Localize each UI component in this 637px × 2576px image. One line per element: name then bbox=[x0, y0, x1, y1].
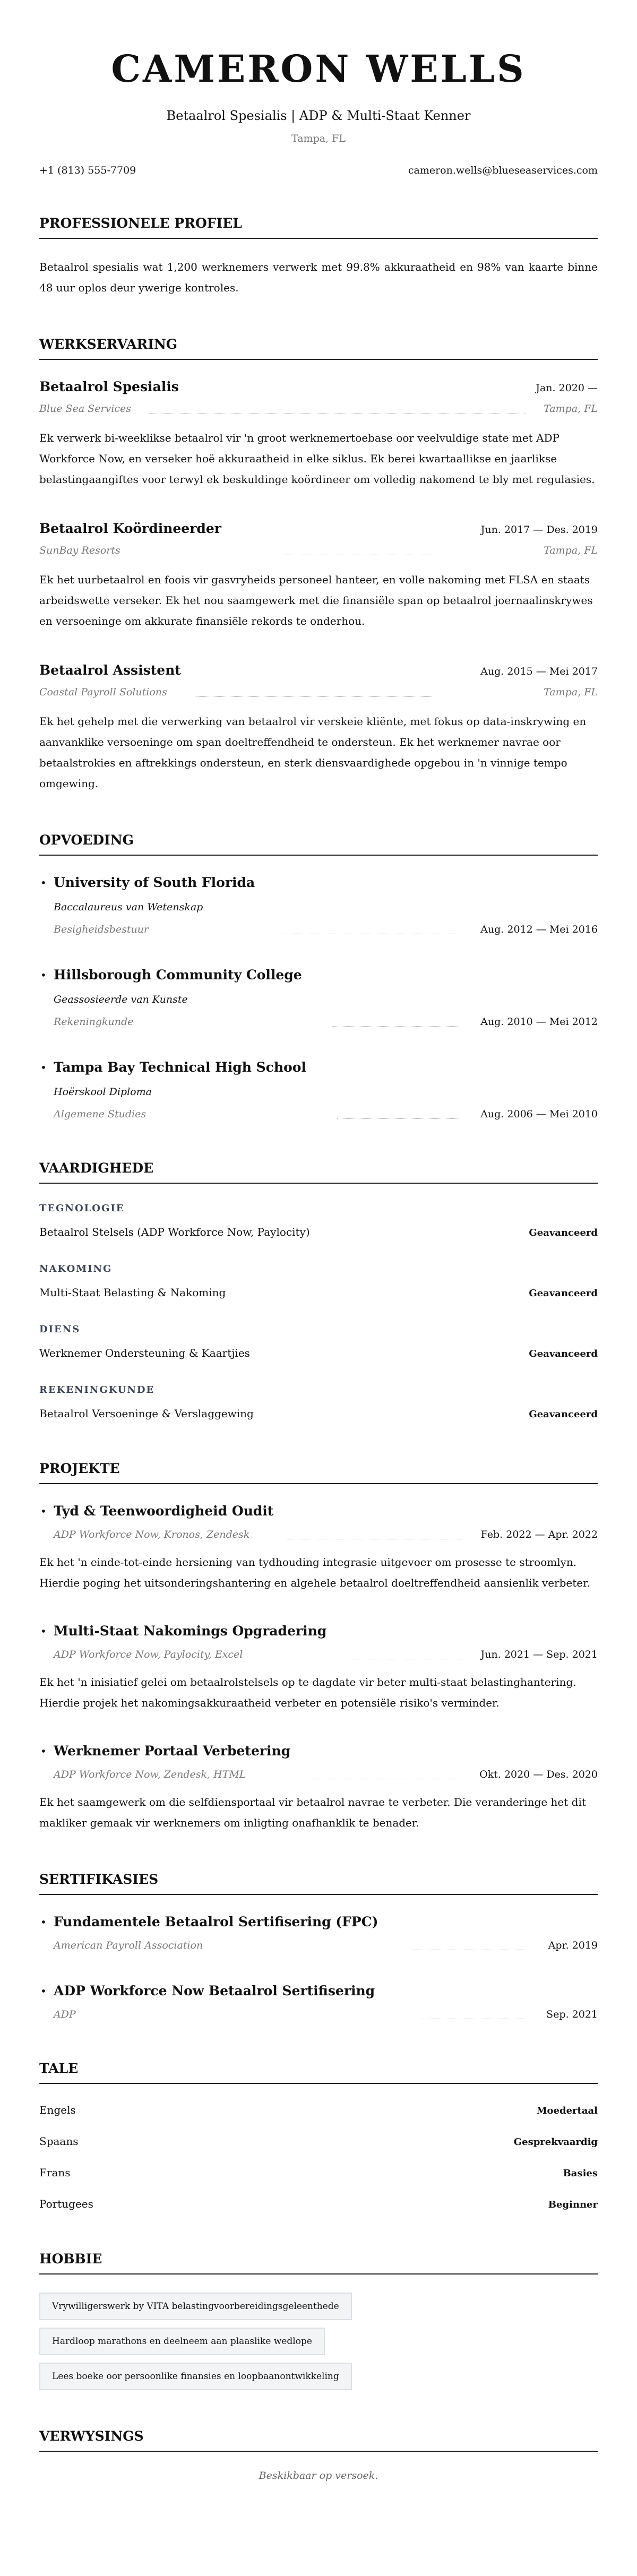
skill-category: REKENINGKUNDE bbox=[39, 1384, 155, 1395]
language-row bbox=[39, 2133, 598, 2150]
hobby-chip: Vrywilligerswerk by VITA belastingvoorbereidingsgeleenthede bbox=[39, 2293, 352, 2320]
job-description: Ek het gehelp met die verwerking van betaalrol vir verskeie kliënte, met fokus op data-inskrywing en aanvanklike versoeninge om span doeltreffendheid te ondersteun. Ek het werknemer navrae oor betaalstrokies en aftrekkings ondersteun, en sterk diensvaardighede opgebou in 'n vinnige tempo omgewing. bbox=[39, 715, 587, 790]
dotted-leader bbox=[196, 696, 432, 697]
hobbies-section bbox=[39, 2250, 598, 2398]
bullet-icon: • bbox=[40, 876, 47, 889]
job-entry bbox=[39, 661, 598, 794]
education-dates: Aug. 2006 — Mei 2010 bbox=[480, 1108, 598, 1120]
job-title: Betaalrol Assistent bbox=[39, 662, 181, 678]
school-name: Tampa Bay Technical High School bbox=[54, 1059, 306, 1075]
skill-group bbox=[39, 1202, 598, 1241]
project-dates: Okt. 2020 — Des. 2020 bbox=[479, 1769, 598, 1780]
project-description: Ek het 'n inisiatief gelei om betaalrolstelsels op te dagdate vir beter multi-staat belastinghantering. Hierdie projek het nakomingsakkuraatheid verbeter en potensiële risiko's verminder. bbox=[39, 1676, 576, 1709]
project-tools: ADP Workforce Now, Zendesk, HTML bbox=[54, 1769, 246, 1780]
skills-section bbox=[39, 1159, 598, 1423]
project-entry bbox=[39, 1742, 598, 1833]
bullet-icon: • bbox=[40, 969, 47, 981]
phone-number[interactable]: +1 (813) 555-7709 bbox=[39, 165, 136, 176]
company-name: Blue Sea Services bbox=[39, 403, 131, 415]
section-heading: SERTIFIKASIES bbox=[39, 1871, 598, 1895]
bullet-icon: • bbox=[40, 1505, 47, 1518]
language-level: Gesprekvaardig bbox=[513, 2136, 598, 2148]
school-name: University of South Florida bbox=[54, 875, 255, 890]
project-tools: ADP Workforce Now, Paylocity, Excel bbox=[54, 1649, 243, 1660]
section-heading: HOBBIE bbox=[39, 2250, 598, 2275]
language-row bbox=[39, 2165, 598, 2182]
candidate-name: CAMERON WELLS bbox=[111, 47, 526, 91]
project-title: Tyd & Teenwoordigheid Oudit bbox=[54, 1503, 274, 1519]
email-address[interactable]: cameron.wells@blueseaservices.com bbox=[408, 165, 598, 176]
skill-name: Betaalrol Versoeninge & Verslaggewing bbox=[39, 1407, 254, 1420]
job-dates: Jan. 2020 — bbox=[536, 382, 598, 394]
skill-category: TEGNOLOGIE bbox=[39, 1203, 125, 1214]
job-location: Tampa, FL bbox=[544, 686, 598, 698]
certification-issuer: ADP bbox=[54, 2009, 76, 2020]
skill-group bbox=[39, 1383, 598, 1423]
skill-category: DIENS bbox=[39, 1324, 81, 1335]
candidate-location: Tampa, FL bbox=[291, 133, 346, 144]
certification-entry bbox=[39, 1982, 598, 2022]
field-of-study: Rekeningkunde bbox=[54, 1016, 134, 1028]
projects-section bbox=[39, 1460, 598, 1833]
skill-group bbox=[39, 1323, 598, 1362]
skill-level: Geavanceerd bbox=[529, 1409, 598, 1420]
skill-level: Geavanceerd bbox=[529, 1227, 598, 1238]
language-name: Portugees bbox=[39, 2198, 93, 2210]
language-level: Beginner bbox=[548, 2199, 598, 2210]
field-of-study: Besigheidsbestuur bbox=[54, 924, 149, 935]
job-title: Betaalrol Koördineerder bbox=[39, 521, 221, 536]
project-entry bbox=[39, 1622, 598, 1713]
hobby-list bbox=[39, 2293, 598, 2398]
certifications-section bbox=[39, 1871, 598, 2022]
section-heading: PROFESSIONELE PROFIEL bbox=[39, 214, 598, 239]
project-dates: Feb. 2022 — Apr. 2022 bbox=[480, 1529, 598, 1540]
project-entry bbox=[39, 1502, 598, 1593]
company-name: SunBay Resorts bbox=[39, 545, 120, 556]
education-entry bbox=[39, 1058, 598, 1122]
contact-row bbox=[39, 163, 598, 177]
bullet-icon: • bbox=[40, 1916, 47, 1928]
language-name: Engels bbox=[39, 2104, 76, 2116]
section-heading: VAARDIGHEDE bbox=[39, 1159, 598, 1184]
profile-section bbox=[39, 214, 598, 298]
certification-entry bbox=[39, 1913, 598, 1953]
certification-issuer: American Payroll Association bbox=[54, 1940, 203, 1951]
project-tools: ADP Workforce Now, Kronos, Zendesk bbox=[54, 1529, 250, 1540]
resume-header bbox=[39, 47, 598, 177]
job-description: Ek verwerk bi-weeklikse betaalrol vir 'n groot werknemertoebase oor veelvuldige state met ADP Workforce Now, en verseker hoë akkuraatheid in elke siklus. Ek berei kwartaallikse en jaarlikse belastingaangiftes voor terwyl ek beskuldinge koördineer om volledig nakomend te bly met regulasies. bbox=[39, 432, 595, 486]
job-dates: Aug. 2015 — Mei 2017 bbox=[480, 666, 598, 677]
language-name: Frans bbox=[39, 2166, 71, 2179]
education-dates: Aug. 2012 — Mei 2016 bbox=[480, 924, 598, 935]
project-description: Ek het 'n einde-tot-einde hersiening van tydhouding integrasie uitgevoer om prosesse te stroomlyn. Hierdie poging het uitsonderingshantering en algehele betaalrol doeltreffendheid aansienlik verbeter. bbox=[39, 1556, 590, 1589]
bullet-icon: • bbox=[40, 1985, 47, 1997]
job-dates: Jun. 2017 — Des. 2019 bbox=[480, 524, 598, 536]
skill-category: NAKOMING bbox=[39, 1263, 113, 1274]
education-section bbox=[39, 831, 598, 1122]
candidate-subtitle: Betaalrol Spesialis | ADP & Multi-Staat Kenner bbox=[166, 108, 471, 123]
certification-date: Sep. 2021 bbox=[546, 2009, 598, 2020]
job-location: Tampa, FL bbox=[544, 403, 598, 415]
education-entry bbox=[39, 966, 598, 1030]
dotted-leader bbox=[332, 1026, 461, 1027]
company-name: Coastal Payroll Solutions bbox=[39, 686, 167, 698]
section-heading: VERWYSINGS bbox=[39, 2427, 598, 2452]
degree: Geassosieerde van Kunste bbox=[54, 994, 188, 1005]
skill-level: Geavanceerd bbox=[529, 1288, 598, 1299]
language-name: Spaans bbox=[39, 2135, 79, 2148]
experience-section bbox=[39, 335, 598, 794]
profile-text: Betaalrol spesialis wat 1,200 werknemers verwerk met 99.8% akkuraatheid en 98% van kaarte binne 48 uur oplos deur ywerige kontroles. bbox=[39, 261, 598, 294]
bullet-icon: • bbox=[40, 1061, 47, 1074]
hobby-chip: Hardloop marathons en deelneem aan plaaslike wedlope bbox=[39, 2328, 325, 2355]
hobby-chip: Lees boeke oor persoonlike finansies en loopbaanontwikkeling bbox=[39, 2363, 352, 2390]
project-description: Ek het saamgewerk om die selfdiensportaal vir betaalrol navrae te verbeter. Die veranderinge het dit makliker gemaak vir werknemers om inligting onafhanklik te benader. bbox=[39, 1796, 586, 1829]
language-level: Moedertaal bbox=[536, 2105, 598, 2116]
bullet-icon: • bbox=[40, 1625, 47, 1638]
job-description: Ek het uurbetaalrol en foois vir gasvryheids personeel hanteer, en volle nakoming met FLSA en staats arbeidswette verseker. Ek het nou saamgewerk met die finansiële span op betaalrol joernaalinskrywes en versoeninge om akkurate finansiële rekords te onderhou. bbox=[39, 573, 593, 627]
references-section bbox=[39, 2427, 598, 2482]
skill-name: Multi-Staat Belasting & Nakoming bbox=[39, 1286, 226, 1299]
field-of-study: Algemene Studies bbox=[54, 1108, 147, 1120]
certification-title: ADP Workforce Now Betaalrol Sertifisering bbox=[54, 1983, 375, 1998]
degree: Hoërskool Diploma bbox=[54, 1086, 152, 1098]
job-location: Tampa, FL bbox=[544, 545, 598, 556]
degree: Baccalaureus van Wetenskap bbox=[54, 901, 203, 913]
section-heading: PROJEKTE bbox=[39, 1460, 598, 1484]
school-name: Hillsborough Community College bbox=[54, 967, 302, 983]
language-row bbox=[39, 2196, 598, 2213]
education-entry bbox=[39, 874, 598, 937]
certification-title: Fundamentele Betaalrol Sertifisering (FPC) bbox=[54, 1914, 378, 1929]
section-heading: OPVOEDING bbox=[39, 831, 598, 856]
references-text: Beskikbaar op versoek. bbox=[259, 2470, 378, 2482]
bullet-icon: • bbox=[40, 1745, 47, 1757]
project-dates: Jun. 2021 — Sep. 2021 bbox=[480, 1649, 598, 1660]
section-heading: TALE bbox=[39, 2060, 598, 2084]
language-row bbox=[39, 2102, 598, 2119]
language-level: Basies bbox=[563, 2168, 598, 2179]
project-title: Werknemer Portaal Verbetering bbox=[54, 1743, 291, 1759]
section-heading: WERKSERVARING bbox=[39, 335, 598, 360]
skill-group bbox=[39, 1262, 598, 1302]
dotted-leader bbox=[337, 1118, 461, 1119]
education-dates: Aug. 2010 — Mei 2012 bbox=[480, 1016, 598, 1028]
project-title: Multi-Staat Nakomings Opgradering bbox=[54, 1623, 327, 1639]
job-title: Betaalrol Spesialis bbox=[39, 379, 179, 394]
job-entry bbox=[39, 378, 598, 490]
certification-date: Apr. 2019 bbox=[548, 1940, 598, 1951]
languages-section bbox=[39, 2060, 598, 2213]
skill-name: Werknemer Ondersteuning & Kaartjies bbox=[39, 1347, 250, 1359]
job-entry bbox=[39, 520, 598, 632]
skill-level: Geavanceerd bbox=[529, 1348, 598, 1359]
skill-name: Betaalrol Stelsels (ADP Workforce Now, Paylocity) bbox=[39, 1226, 310, 1238]
